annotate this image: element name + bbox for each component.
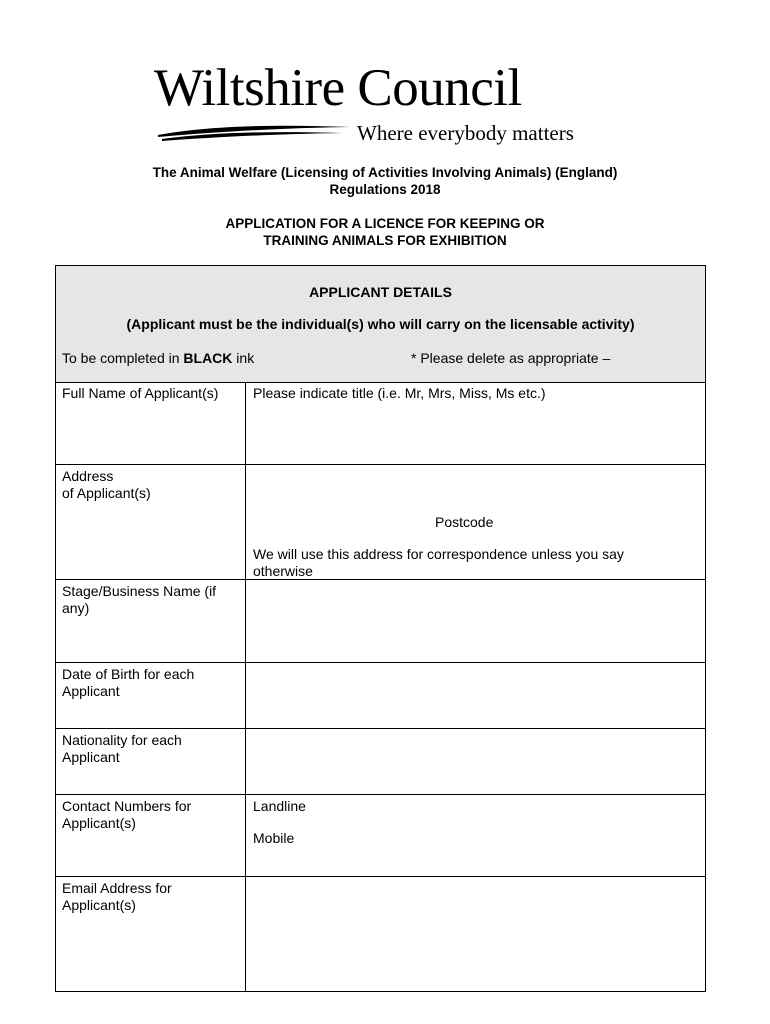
section-title: APPLICANT DETAILS	[309, 284, 452, 300]
logo-name: Wiltshire Council	[154, 59, 522, 117]
address-label	[62, 468, 240, 502]
row-email	[56, 877, 705, 991]
row-address	[56, 465, 705, 580]
label-cell	[56, 795, 246, 876]
application-title	[0, 215, 770, 249]
swoosh-icon	[156, 122, 352, 142]
regulations-title-line: The Animal Welfare (Licensing of Activities Involving Animals) (England)	[152, 165, 618, 180]
full-name-label: Full Name of Applicant(s)	[62, 385, 219, 401]
label-cell	[56, 465, 246, 579]
dob-label-line: Applicant	[62, 683, 120, 699]
stage-name-label	[62, 583, 240, 617]
full-name-field[interactable]	[246, 382, 705, 464]
stage-name-label-line: Stage/Business Name (if	[62, 583, 217, 599]
dob-field[interactable]	[246, 663, 705, 728]
application-title-line: TRAINING ANIMALS FOR EXHIBITION	[263, 233, 507, 248]
contact-field[interactable]	[246, 795, 705, 876]
section-subtitle: (Applicant must be the individual(s) who will carry on the licensable activity)	[126, 316, 635, 332]
dob-label-line: Date of Birth for each	[62, 666, 195, 682]
nationality-label-line: Applicant	[62, 749, 120, 765]
ink-instruction-suffix: ink	[232, 350, 255, 366]
contact-label-line: Applicant(s)	[62, 815, 136, 831]
council-logo	[154, 58, 594, 150]
label-cell	[56, 580, 246, 662]
row-dob	[56, 663, 705, 729]
contact-label	[62, 798, 240, 832]
form-header	[56, 266, 705, 383]
row-stage-name	[56, 580, 705, 663]
email-label	[62, 880, 240, 914]
application-title-line: APPLICATION FOR A LICENCE FOR KEEPING OR	[225, 216, 545, 231]
stage-name-label-line: any)	[62, 600, 90, 616]
email-field[interactable]	[246, 877, 705, 991]
ink-instruction	[62, 350, 254, 366]
regulations-title-line: Regulations 2018	[329, 182, 441, 197]
stage-name-field[interactable]	[246, 580, 705, 662]
ink-color: BLACK	[183, 350, 233, 366]
address-field[interactable]	[246, 465, 705, 579]
label-cell	[56, 877, 246, 991]
label-cell	[56, 663, 246, 728]
applicant-details-form	[55, 265, 706, 992]
nationality-field[interactable]	[246, 729, 705, 794]
row-full-name	[56, 382, 705, 465]
nationality-label-line: Nationality for each	[62, 732, 182, 748]
landline-label: Landline	[253, 798, 306, 814]
address-note-line: otherwise	[253, 563, 313, 579]
mobile-label: Mobile	[253, 830, 295, 846]
email-label-line: Email Address for	[62, 880, 172, 896]
contact-label-line: Contact Numbers for	[62, 798, 192, 814]
nationality-label	[62, 732, 240, 766]
row-contact	[56, 795, 705, 877]
full-name-hint: Please indicate title (i.e. Mr, Mrs, Miss, Ms etc.)	[253, 385, 546, 401]
address-label-line: Address	[62, 468, 114, 484]
ink-instruction-prefix: To be completed in	[62, 350, 184, 366]
logo-tagline: Where everybody matters	[357, 121, 574, 145]
address-note-line: We will use this address for correspondence unless you say	[253, 546, 624, 562]
address-label-line: of Applicant(s)	[62, 485, 151, 501]
label-cell	[56, 729, 246, 794]
address-note	[253, 546, 624, 580]
delete-note: * Please delete as appropriate –	[411, 350, 611, 366]
regulations-title	[0, 164, 770, 198]
row-nationality	[56, 729, 705, 795]
dob-label	[62, 666, 240, 700]
postcode-label: Postcode	[435, 514, 494, 530]
label-cell	[56, 382, 246, 464]
email-label-line: Applicant(s)	[62, 897, 136, 913]
